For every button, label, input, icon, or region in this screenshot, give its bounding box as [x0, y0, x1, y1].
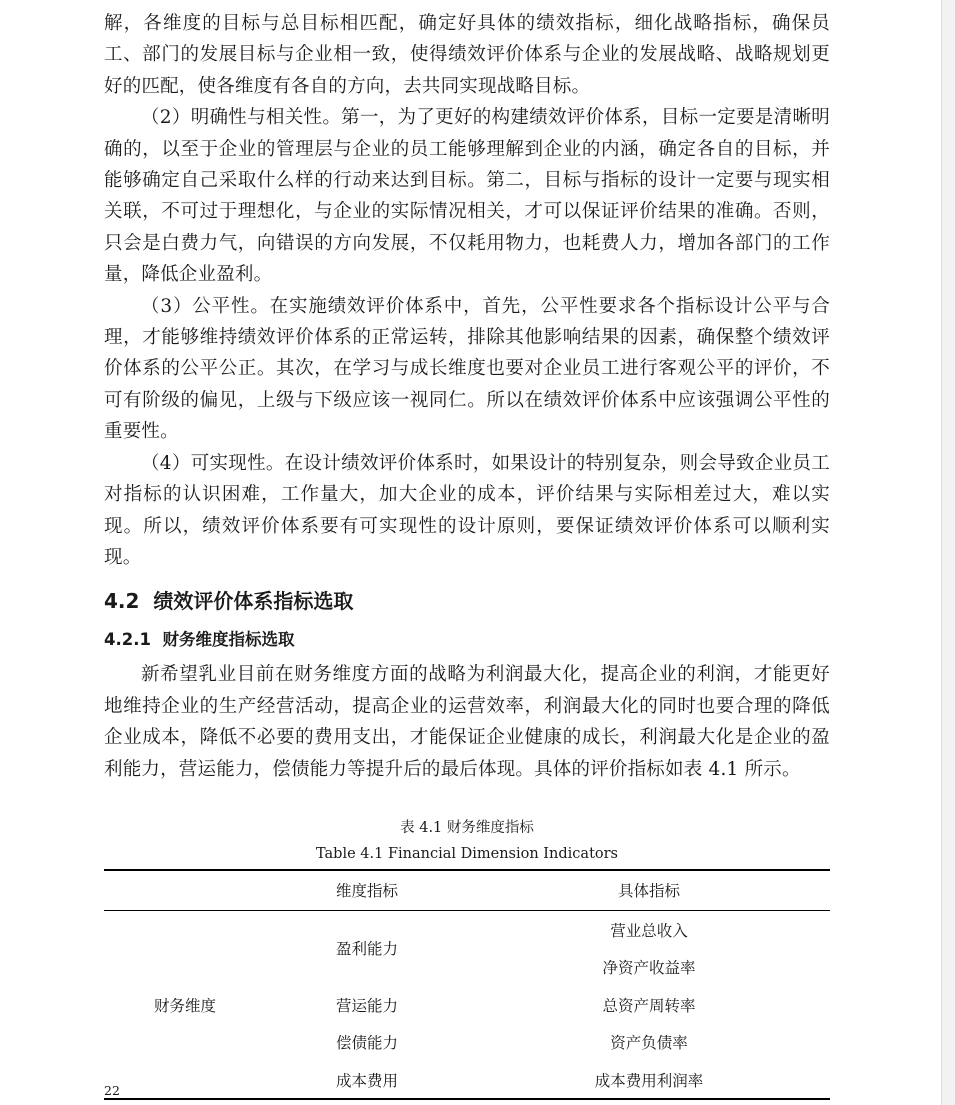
page-number: 22: [104, 1083, 120, 1098]
subsection-number: 4.2.1: [104, 630, 151, 650]
indicator-cell: 总资产周转率: [602, 996, 696, 1015]
document-content: [104, 8, 830, 1100]
section-title: 绩效评价体系指标选取: [153, 589, 354, 614]
paragraph-continuation: 解，各维度的目标与总目标相匹配，确定好具体的绩效指标，细化战略指标，确保员工、部门的发展目标与企业相一致，使得绩效评价体系与企业的发展战略、战略规划更好的匹配，使各维度有各自的方向，去共同实现战略目标。: [104, 13, 830, 97]
subsection-title: 财务维度指标选取: [162, 630, 295, 650]
indicator-cell: 资产负债率: [610, 1034, 688, 1053]
indicator-cell: 成本费用利润率: [594, 1071, 704, 1090]
table-header-blank: [104, 870, 266, 911]
section-number: 4.2: [104, 589, 140, 614]
table-header-specific-indicators: 具体指标: [617, 882, 680, 901]
subsection-heading: [104, 625, 830, 655]
capability-cell: 成本费用: [335, 1071, 398, 1090]
table-row: [104, 910, 830, 948]
table-header-dimension-indicators: 维度指标: [335, 882, 398, 901]
indicator-cell: 净资产收益率: [602, 959, 696, 978]
capability-cell: 营运能力: [335, 996, 398, 1015]
paragraph-fairness: （3）公平性。在实施绩效评价体系中，首先，公平性要求各个指标设计公平与合理，才能够维持绩效评价体系的正常运转，排除其他影响结果的因素，确保整个绩效评价体系的公平公正。其次，在学习与成长维度也要对企业员工进行客观公平的评价，不可有阶级的偏见，上级与下级应该一视同仁。所以在绩效评价体系中应该强调公平性的重要性。: [104, 295, 830, 443]
dimension-cell: 财务维度: [153, 996, 216, 1015]
paragraph-feasibility: （4）可实现性。在设计绩效评价体系时，如果设计的特别复杂，则会导致企业员工对指标的认识困难，工作量大，加大企业的成本，评价结果与实际相差过大，难以实现。所以，绩效评价体系要有可实现性的设计原则，要保证绩效评价体系可以顺利实现。: [104, 452, 830, 568]
paragraph-financial-strategy: 新希望乳业目前在财务维度方面的战略为利润最大化，提高企业的利润，才能更好地维持企业的生产经营活动，提高企业的运营效率，利润最大化的同时也要合理的降低企业成本，降低不必要的费用支出，才能保证企业健康的成长，利润最大化是企业的盈利能力，营运能力，偿债能力等提升后的最后体现。具体的评价指标如表 4.1 所示。: [104, 664, 830, 780]
table-header-row: [104, 870, 830, 911]
capability-cell: 偿债能力: [335, 1034, 398, 1053]
table-caption-cn: 表 4.1 财务维度指标: [400, 819, 534, 836]
paragraph-clarity-relevance: （2）明确性与相关性。第一，为了更好的构建绩效评价体系，目标一定要是清晰明确的，以至于企业的管理层与企业的员工能够理解到企业的内涵，确定各自的目标，并能够确定自己采取什么样的行动来达到目标。第二，目标与指标的设计一定要与现实相关联，不可过于理想化，与企业的实际情况相关，才可以保证评价结果的准确。否则，只会是白费力气，向错误的方向发展，不仅耗用物力，也耗费人力，增加各部门的工作量，降低企业盈利。: [104, 107, 830, 286]
section-heading: [104, 583, 830, 619]
capability-cell: 盈利能力: [335, 940, 398, 959]
financial-indicators-table: [104, 869, 830, 1101]
table-caption-en: Table 4.1 Financial Dimension Indicators: [315, 845, 618, 862]
indicator-cell: 营业总收入: [610, 921, 688, 940]
page-edge-scrollbar: [941, 0, 955, 1105]
